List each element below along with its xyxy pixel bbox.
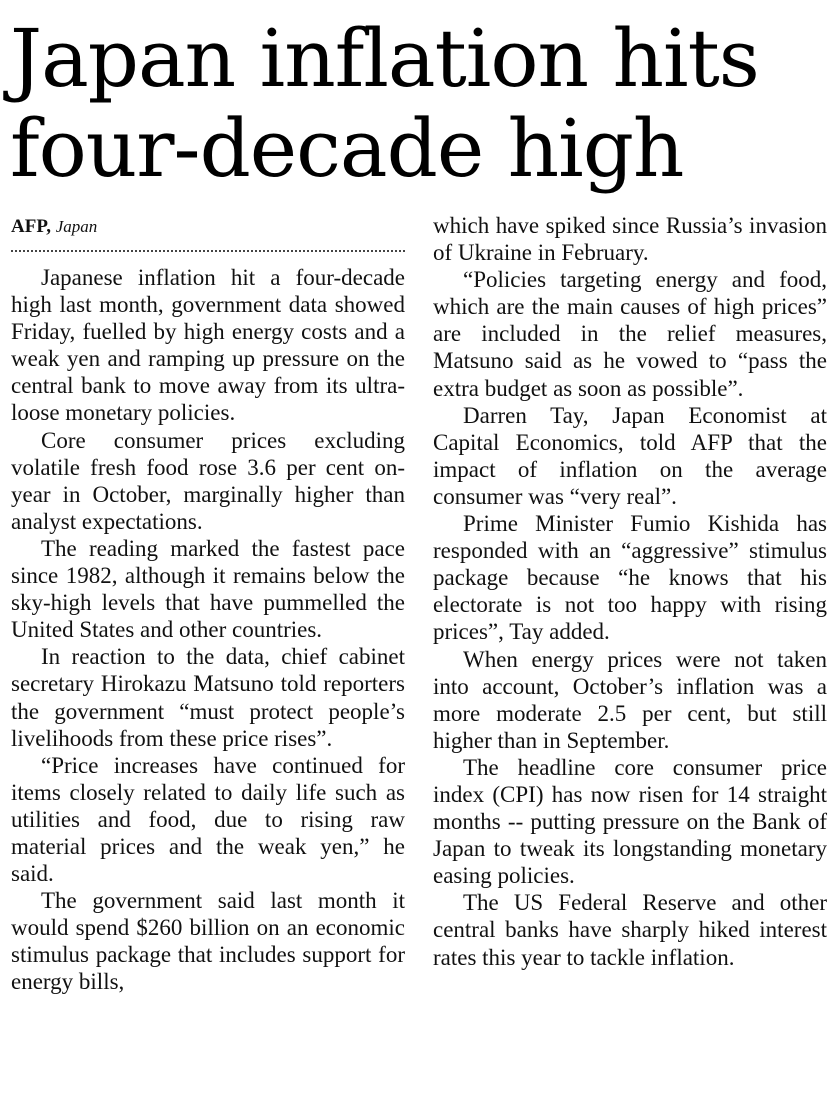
paragraph: Prime Minister Fumio Kishida has responded with an “aggressive” stimulus package because “he knows that his electorate is not too happy with rising prices”, Tay added.	[433, 511, 827, 645]
paragraph: In reaction to the data, chief cabinet secretary Hirokazu Matsuno told reporters the government “must protect people’s livelihoods from these price rises”.	[11, 644, 405, 751]
paragraph: The US Federal Reserve and other central banks have sharply hiked interest rates this year to tackle inflation.	[433, 890, 827, 970]
paragraph: Core consumer prices excluding volatile fresh food rose 3.6 per cent on-year in October, marginally higher than analyst expectations.	[11, 427, 405, 534]
paragraph: “Policies targeting energy and food, which are the main causes of high prices” are included in the relief measures, Matsuno said as he vowed to “pass the extra budget as soon as possible”.	[433, 267, 827, 401]
byline-agency: AFP,	[11, 216, 51, 237]
byline	[11, 216, 97, 238]
paragraph-continued: which have spiked since Russia’s invasion of Ukraine in February.	[433, 213, 827, 266]
paragraph: The government said last month it would spend $260 billion on an economic stimulus package that includes support for energy bills,	[11, 888, 405, 995]
paragraph: “Price increases have continued for items closely related to daily life such as utilities and food, due to rising raw material prices and the weak yen,” he said.	[11, 752, 405, 887]
byline-location: Japan	[55, 217, 98, 236]
headline: Japan inflation hits four-decade high	[10, 12, 759, 195]
paragraph: When energy prices were not taken into account, October’s inflation was a more moderate 2.5 per cent, but still higher than in September.	[433, 646, 827, 753]
article-column-2	[433, 212, 827, 971]
article-column-1	[11, 264, 405, 996]
paragraph: Japanese inflation hit a four-decade high last month, government data showed Friday, fuelled by high energy costs and a weak yen and ramping up pressure on the central bank to move away from its ultra-loose monetary policies.	[11, 265, 405, 426]
paragraph: Darren Tay, Japan Economist at Capital Economics, told AFP that the impact of inflation on the average consumer was “very real”.	[433, 402, 827, 509]
paragraph: The headline core consumer price index (CPI) has now risen for 14 straight months -- putting pressure on the Bank of Japan to tweak its longstanding monetary easing policies.	[433, 754, 827, 889]
paragraph: The reading marked the fastest pace since 1982, although it remains below the sky-high levels that have pummelled the United States and other countries.	[11, 535, 405, 643]
byline-divider	[11, 250, 405, 252]
